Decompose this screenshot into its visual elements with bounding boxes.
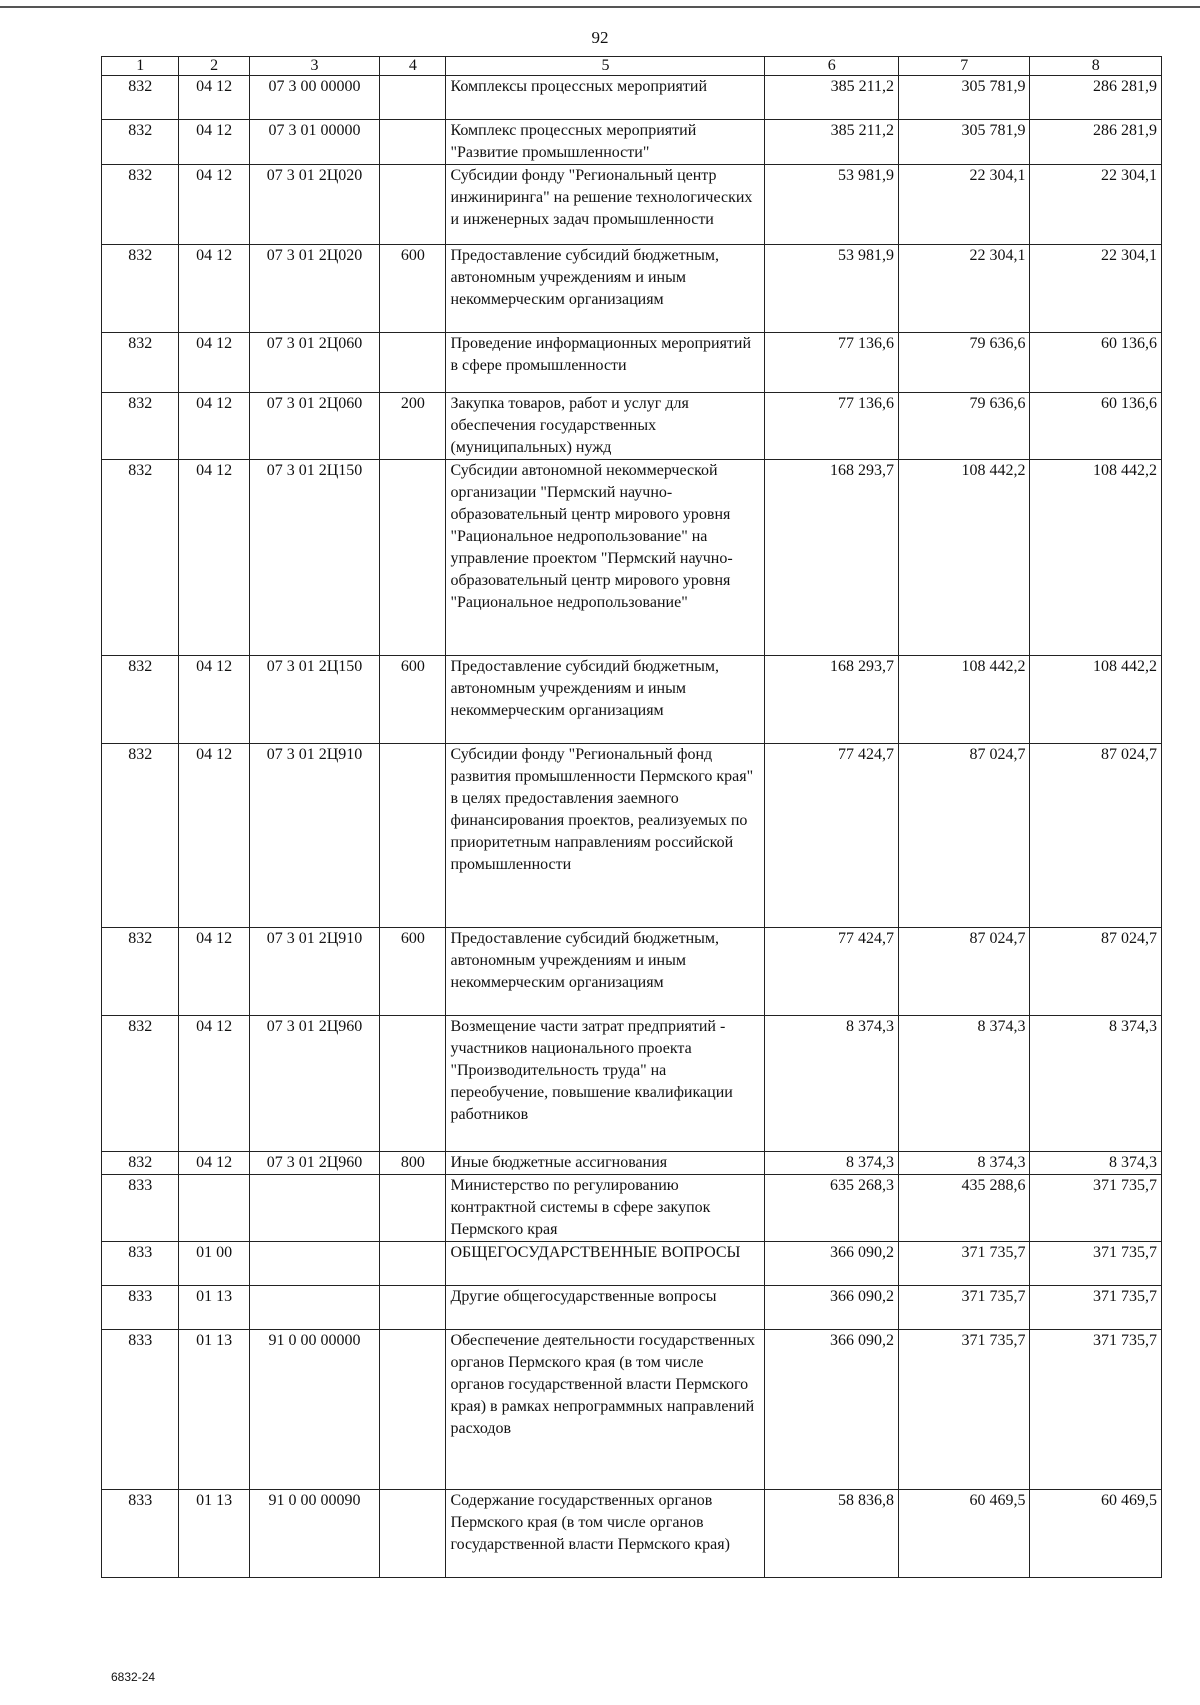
cell-target-article: 07 3 01 2Ц150 <box>249 656 379 744</box>
cell-amount-2026: 22 304,1 <box>1030 165 1162 245</box>
table-row <box>102 120 1162 165</box>
table-row <box>102 76 1162 120</box>
cell-expense-type <box>380 460 446 656</box>
cell-description: Министерство по регулированию контрактной системы в сфере закупок Пермского края <box>446 1175 765 1242</box>
cell-section-code: 01 00 <box>179 1242 249 1286</box>
cell-section-code: 04 12 <box>179 1016 249 1152</box>
cell-amount-2026: 8 374,3 <box>1030 1152 1162 1175</box>
cell-grbs-code: 832 <box>102 1016 179 1152</box>
cell-grbs-code: 832 <box>102 656 179 744</box>
cell-description: Комплекс процессных мероприятий "Развитие промышленности" <box>446 120 765 165</box>
cell-target-article: 07 3 01 2Ц060 <box>249 393 379 460</box>
column-header-7: 7 <box>899 57 1030 76</box>
cell-amount-2025: 79 636,6 <box>899 333 1030 393</box>
table-row <box>102 928 1162 1016</box>
table-body <box>102 76 1162 1578</box>
cell-target-article <box>249 1242 379 1286</box>
cell-grbs-code: 833 <box>102 1330 179 1490</box>
cell-amount-2025: 108 442,2 <box>899 460 1030 656</box>
cell-grbs-code: 832 <box>102 245 179 333</box>
cell-target-article: 91 0 00 00000 <box>249 1330 379 1490</box>
cell-grbs-code: 832 <box>102 1152 179 1175</box>
cell-target-article: 07 3 01 2Ц960 <box>249 1152 379 1175</box>
cell-expense-type <box>380 744 446 928</box>
cell-section-code: 04 12 <box>179 1152 249 1175</box>
column-header-1: 1 <box>102 57 179 76</box>
table-row <box>102 460 1162 656</box>
cell-section-code: 04 12 <box>179 120 249 165</box>
cell-grbs-code: 832 <box>102 120 179 165</box>
cell-description: Предоставление субсидий бюджетным, автономным учреждениям и иным некоммерческим организациям <box>446 245 765 333</box>
cell-expense-type <box>380 76 446 120</box>
cell-amount-2026: 87 024,7 <box>1030 744 1162 928</box>
cell-section-code: 01 13 <box>179 1490 249 1578</box>
cell-amount-2024: 77 424,7 <box>765 744 899 928</box>
cell-description: Обеспечение деятельности государственных органов Пермского края (в том числе органов государственной власти Пермского края) в рамках непрограммных направлений расходов <box>446 1330 765 1490</box>
table-row <box>102 1016 1162 1152</box>
cell-amount-2025: 22 304,1 <box>899 245 1030 333</box>
cell-expense-type: 600 <box>380 245 446 333</box>
cell-section-code: 01 13 <box>179 1330 249 1490</box>
cell-expense-type <box>380 1242 446 1286</box>
table-row <box>102 1490 1162 1578</box>
cell-expense-type <box>380 333 446 393</box>
cell-section-code: 04 12 <box>179 928 249 1016</box>
cell-grbs-code: 832 <box>102 928 179 1016</box>
cell-description: Предоставление субсидий бюджетным, автономным учреждениям и иным некоммерческим организациям <box>446 928 765 1016</box>
table-row <box>102 393 1162 460</box>
cell-expense-type <box>380 1175 446 1242</box>
table-row <box>102 245 1162 333</box>
cell-amount-2024: 366 090,2 <box>765 1330 899 1490</box>
cell-section-code: 04 12 <box>179 76 249 120</box>
cell-amount-2026: 108 442,2 <box>1030 656 1162 744</box>
table-row <box>102 165 1162 245</box>
table-row <box>102 1175 1162 1242</box>
cell-amount-2024: 385 211,2 <box>765 76 899 120</box>
cell-amount-2025: 435 288,6 <box>899 1175 1030 1242</box>
cell-target-article: 07 3 01 00000 <box>249 120 379 165</box>
cell-section-code: 04 12 <box>179 245 249 333</box>
cell-amount-2026: 60 136,6 <box>1030 333 1162 393</box>
cell-amount-2024: 77 136,6 <box>765 333 899 393</box>
cell-amount-2024: 77 136,6 <box>765 393 899 460</box>
cell-description: Другие общегосударственные вопросы <box>446 1286 765 1330</box>
cell-amount-2026: 371 735,7 <box>1030 1175 1162 1242</box>
cell-target-article: 07 3 00 00000 <box>249 76 379 120</box>
cell-expense-type: 200 <box>380 393 446 460</box>
cell-amount-2024: 366 090,2 <box>765 1286 899 1330</box>
cell-grbs-code: 833 <box>102 1286 179 1330</box>
table-row <box>102 1242 1162 1286</box>
table-row <box>102 1330 1162 1490</box>
cell-amount-2026: 60 469,5 <box>1030 1490 1162 1578</box>
cell-target-article: 07 3 01 2Ц020 <box>249 245 379 333</box>
cell-amount-2025: 79 636,6 <box>899 393 1030 460</box>
cell-amount-2024: 53 981,9 <box>765 165 899 245</box>
cell-target-article: 07 3 01 2Ц910 <box>249 744 379 928</box>
cell-amount-2024: 58 836,8 <box>765 1490 899 1578</box>
cell-grbs-code: 833 <box>102 1175 179 1242</box>
table-row <box>102 1286 1162 1330</box>
cell-target-article <box>249 1175 379 1242</box>
cell-description: Субсидии фонду "Региональный центр инжиниринга" на решение технологических и инженерных задач промышленности <box>446 165 765 245</box>
cell-amount-2024: 168 293,7 <box>765 460 899 656</box>
cell-amount-2024: 77 424,7 <box>765 928 899 1016</box>
cell-amount-2025: 87 024,7 <box>899 744 1030 928</box>
cell-section-code: 04 12 <box>179 744 249 928</box>
cell-amount-2025: 108 442,2 <box>899 656 1030 744</box>
cell-amount-2025: 87 024,7 <box>899 928 1030 1016</box>
cell-section-code: 01 13 <box>179 1286 249 1330</box>
cell-grbs-code: 832 <box>102 165 179 245</box>
cell-amount-2025: 22 304,1 <box>899 165 1030 245</box>
cell-target-article: 91 0 00 00090 <box>249 1490 379 1578</box>
cell-section-code <box>179 1175 249 1242</box>
cell-amount-2026: 22 304,1 <box>1030 245 1162 333</box>
table-row <box>102 1152 1162 1175</box>
column-header-5: 5 <box>446 57 765 76</box>
cell-section-code: 04 12 <box>179 393 249 460</box>
cell-amount-2026: 286 281,9 <box>1030 120 1162 165</box>
column-header-2: 2 <box>179 57 249 76</box>
cell-amount-2024: 8 374,3 <box>765 1016 899 1152</box>
cell-section-code: 04 12 <box>179 333 249 393</box>
cell-target-article: 07 3 01 2Ц960 <box>249 1016 379 1152</box>
table-row <box>102 333 1162 393</box>
cell-amount-2024: 53 981,9 <box>765 245 899 333</box>
cell-expense-type <box>380 1016 446 1152</box>
cell-grbs-code: 832 <box>102 460 179 656</box>
cell-description: Закупка товаров, работ и услуг для обеспечения государственных (муниципальных) нужд <box>446 393 765 460</box>
cell-grbs-code: 832 <box>102 744 179 928</box>
cell-expense-type: 800 <box>380 1152 446 1175</box>
cell-amount-2025: 371 735,7 <box>899 1286 1030 1330</box>
cell-description: Возмещение части затрат предприятий - участников национального проекта "Производительность труда" на переобучение, повышение квалификации работников <box>446 1016 765 1152</box>
cell-amount-2024: 635 268,3 <box>765 1175 899 1242</box>
cell-amount-2024: 385 211,2 <box>765 120 899 165</box>
page-number: 92 <box>591 28 609 47</box>
cell-target-article: 07 3 01 2Ц020 <box>249 165 379 245</box>
cell-expense-type <box>380 1286 446 1330</box>
cell-amount-2025: 305 781,9 <box>899 120 1030 165</box>
cell-amount-2026: 371 735,7 <box>1030 1330 1162 1490</box>
cell-description: Содержание государственных органов Пермского края (в том числе органов государственной власти Пермского края) <box>446 1490 765 1578</box>
column-header-4: 4 <box>380 57 446 76</box>
document-code: 6832-24 <box>111 1670 156 1684</box>
cell-description: ОБЩЕГОСУДАРСТВЕННЫЕ ВОПРОСЫ <box>446 1242 765 1286</box>
cell-amount-2024: 8 374,3 <box>765 1152 899 1175</box>
cell-amount-2025: 371 735,7 <box>899 1330 1030 1490</box>
cell-amount-2026: 60 136,6 <box>1030 393 1162 460</box>
cell-amount-2025: 60 469,5 <box>899 1490 1030 1578</box>
column-header-3: 3 <box>249 57 379 76</box>
cell-target-article: 07 3 01 2Ц910 <box>249 928 379 1016</box>
cell-target-article <box>249 1286 379 1330</box>
cell-description: Проведение информационных мероприятий в сфере промышленности <box>446 333 765 393</box>
cell-expense-type: 600 <box>380 656 446 744</box>
cell-grbs-code: 832 <box>102 76 179 120</box>
cell-amount-2026: 371 735,7 <box>1030 1286 1162 1330</box>
cell-amount-2025: 371 735,7 <box>899 1242 1030 1286</box>
cell-expense-type <box>380 165 446 245</box>
cell-amount-2026: 8 374,3 <box>1030 1016 1162 1152</box>
table-row <box>102 744 1162 928</box>
cell-amount-2025: 8 374,3 <box>899 1152 1030 1175</box>
cell-target-article: 07 3 01 2Ц150 <box>249 460 379 656</box>
cell-description: Субсидии фонду "Региональный фонд развития промышленности Пермского края" в целях предоставления заемного финансирования проектов, реализуемых по приоритетным направлениям российской промышленности <box>446 744 765 928</box>
cell-expense-type <box>380 1490 446 1578</box>
cell-amount-2024: 168 293,7 <box>765 656 899 744</box>
cell-grbs-code: 833 <box>102 1490 179 1578</box>
cell-expense-type <box>380 120 446 165</box>
header-row <box>102 57 1162 76</box>
cell-expense-type <box>380 1330 446 1490</box>
budget-table <box>101 56 1162 1578</box>
cell-grbs-code: 833 <box>102 1242 179 1286</box>
page-top-edge <box>0 6 1200 8</box>
cell-description: Иные бюджетные ассигнования <box>446 1152 765 1175</box>
table-row <box>102 656 1162 744</box>
column-header-6: 6 <box>765 57 899 76</box>
cell-grbs-code: 832 <box>102 393 179 460</box>
cell-amount-2024: 366 090,2 <box>765 1242 899 1286</box>
cell-description: Субсидии автономной некоммерческой организации "Пермский научно-образовательный центр мирового уровня "Рациональное недропользование" на управление проектом "Пермский научно-образовательный центр мирового уровня "Рациональное недропользование" <box>446 460 765 656</box>
cell-amount-2025: 8 374,3 <box>899 1016 1030 1152</box>
cell-amount-2026: 87 024,7 <box>1030 928 1162 1016</box>
cell-description: Предоставление субсидий бюджетным, автономным учреждениям и иным некоммерческим организациям <box>446 656 765 744</box>
cell-section-code: 04 12 <box>179 165 249 245</box>
cell-section-code: 04 12 <box>179 656 249 744</box>
cell-section-code: 04 12 <box>179 460 249 656</box>
cell-amount-2026: 286 281,9 <box>1030 76 1162 120</box>
column-header-8: 8 <box>1030 57 1162 76</box>
cell-amount-2025: 305 781,9 <box>899 76 1030 120</box>
cell-expense-type: 600 <box>380 928 446 1016</box>
cell-amount-2026: 108 442,2 <box>1030 460 1162 656</box>
cell-target-article: 07 3 01 2Ц060 <box>249 333 379 393</box>
cell-amount-2026: 371 735,7 <box>1030 1242 1162 1286</box>
cell-description: Комплексы процессных мероприятий <box>446 76 765 120</box>
cell-grbs-code: 832 <box>102 333 179 393</box>
